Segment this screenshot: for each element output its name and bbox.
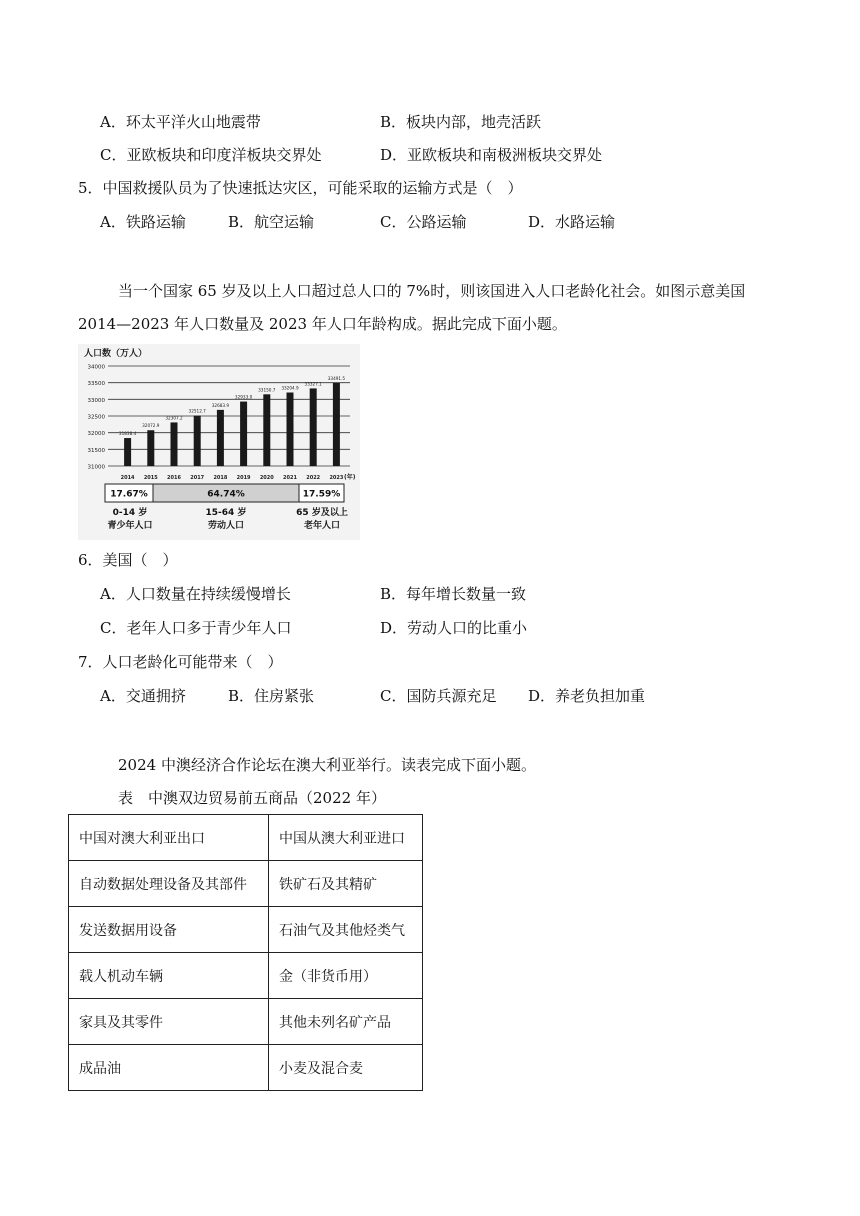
chart-data-label: 33491.5 — [327, 375, 346, 381]
table-cell: 发送数据用设备 — [69, 907, 269, 953]
passage1-line2: 2014—2023 年人口数量及 2023 年人口年龄构成。据此完成下面小题。 — [78, 315, 567, 333]
chart-x-tick-label: 2016 — [167, 475, 181, 481]
chart-data-label: 32683.9 — [211, 402, 230, 408]
chart-y-axis-label: 人口数（万人） — [84, 349, 148, 359]
chart-y-tick-label: 32000 — [87, 431, 105, 438]
table-cell: 石油气及其他烃类气 — [269, 907, 423, 953]
q6-option-a: A．人口数量在持续缓慢增长 — [100, 585, 291, 603]
q6-option-c: C．老年人口多于青少年人口 — [100, 619, 292, 637]
age-band-percent: 17.67% — [110, 489, 148, 500]
chart-data-label: 33204.9 — [281, 385, 299, 391]
passage2: 2024 中澳经济合作论坛在澳大利亚举行。读表完成下面小题。 — [118, 756, 536, 774]
chart-bar — [263, 394, 270, 466]
chart-x-tick-label: 2022 — [306, 475, 321, 481]
chart-bar — [194, 416, 201, 466]
chart-y-tick-label: 33500 — [87, 381, 105, 388]
table-row — [69, 1045, 423, 1091]
table-cell: 自动数据处理设备及其部件 — [69, 861, 269, 907]
chart-data-label: 32307.2 — [165, 415, 183, 421]
q7-option-c: C．国防兵源充足 — [380, 687, 497, 705]
chart-bar — [333, 383, 340, 466]
q4-option-a: A．环太平洋火山地震带 — [100, 113, 261, 131]
table-cell: 中国从澳大利亚进口 — [269, 815, 423, 861]
table-cell: 中国对澳大利亚出口 — [69, 815, 269, 861]
q5-option-d: D．水路运输 — [528, 213, 616, 231]
chart-data-label: 32512.7 — [188, 408, 206, 414]
q4-option-b: B．板块内部，地壳活跃 — [380, 113, 542, 131]
chart-bar — [240, 402, 247, 466]
q6-option-d: D．劳动人口的比重小 — [380, 619, 528, 637]
chart-data-label: 33327.1 — [304, 381, 322, 387]
chart-x-tick-label: 2018 — [213, 475, 228, 481]
q7-option-d: D．养老负担加重 — [528, 687, 646, 705]
chart-x-tick-label: 2019 — [236, 475, 251, 481]
age-band-group: 劳动人口 — [207, 521, 245, 531]
q4-option-c: C．亚欧板块和印度洋板块交界处 — [100, 146, 322, 164]
q6-option-b: B．每年增长数量一致 — [380, 585, 527, 603]
chart-x-tick-label: 2021 — [283, 475, 297, 481]
q5-option-a: A．铁路运输 — [100, 213, 186, 231]
chart-bar — [217, 410, 224, 466]
table-cell: 载人机动车辆 — [69, 953, 269, 999]
age-band-range: 0-14 岁 — [112, 508, 148, 518]
table-cell: 金（非货币用） — [269, 953, 423, 999]
chart-x-tick-label: 2015 — [143, 475, 158, 481]
chart-x-unit: (年) — [344, 474, 356, 481]
table-cell: 成品油 — [69, 1045, 269, 1091]
q5-option-b: B．航空运输 — [228, 213, 315, 231]
chart-x-tick-label: 2017 — [190, 475, 205, 481]
q7-stem: 7．人口老龄化可能带来（ ） — [78, 653, 283, 671]
chart-bar — [287, 393, 294, 466]
chart-x-tick-label: 2020 — [259, 475, 274, 481]
q7-option-a: A．交通拥挤 — [100, 687, 186, 705]
table-cell: 铁矿石及其精矿 — [269, 861, 423, 907]
chart-y-tick-label: 33000 — [87, 397, 105, 404]
table-row — [69, 815, 423, 861]
age-band-percent: 64.74% — [207, 489, 245, 500]
chart-bar — [171, 422, 178, 466]
q6-stem: 6．美国（ ） — [78, 551, 178, 569]
table-row — [69, 999, 423, 1045]
chart-bar — [147, 430, 154, 466]
table-cell: 小麦及混合麦 — [269, 1045, 423, 1091]
chart-y-tick-label: 31000 — [87, 464, 105, 471]
chart-bar — [124, 438, 131, 466]
q4-option-d: D．亚欧板块和南极洲板块交界处 — [380, 146, 603, 164]
population-chart — [78, 344, 360, 540]
age-band-range: 15-64 岁 — [205, 508, 247, 518]
chart-data-label: 33150.7 — [258, 387, 276, 393]
chart-data-label: 32933.0 — [234, 394, 253, 400]
table-row — [69, 907, 423, 953]
chart-bar — [310, 388, 317, 466]
age-band-group: 青少年人口 — [107, 521, 153, 531]
table-cell: 家具及其零件 — [69, 999, 269, 1045]
chart-x-tick-label: 2014 — [120, 475, 135, 481]
table-caption: 表 中澳双边贸易前五商品（2022 年） — [118, 789, 386, 807]
chart-y-tick-label: 31500 — [87, 447, 105, 454]
chart-x-tick-label: 2023 — [329, 475, 344, 481]
age-band-range: 65 岁及以上 — [296, 508, 348, 518]
table-row — [69, 953, 423, 999]
trade-table — [68, 814, 423, 1091]
q5-stem: 5．中国救援队员为了快速抵达灾区，可能采取的运输方式是（ ） — [78, 179, 523, 197]
chart-y-tick-label: 34000 — [87, 364, 105, 371]
table-row — [69, 861, 423, 907]
passage1-line1: 当一个国家 65 岁及以上人口超过总人口的 7%时，则该国进入人口老龄化社会。如图示意美国 — [118, 282, 746, 300]
q5-option-c: C．公路运输 — [380, 213, 467, 231]
chart-y-tick-label: 32500 — [87, 414, 105, 421]
age-band-group: 老年人口 — [303, 521, 341, 531]
table-cell: 其他未列名矿产品 — [269, 999, 423, 1045]
q7-option-b: B．住房紧张 — [228, 687, 315, 705]
chart-data-label: 32072.9 — [142, 423, 160, 429]
chart-data-label: 31838.4 — [118, 431, 137, 437]
age-band-percent: 17.59% — [302, 489, 341, 500]
